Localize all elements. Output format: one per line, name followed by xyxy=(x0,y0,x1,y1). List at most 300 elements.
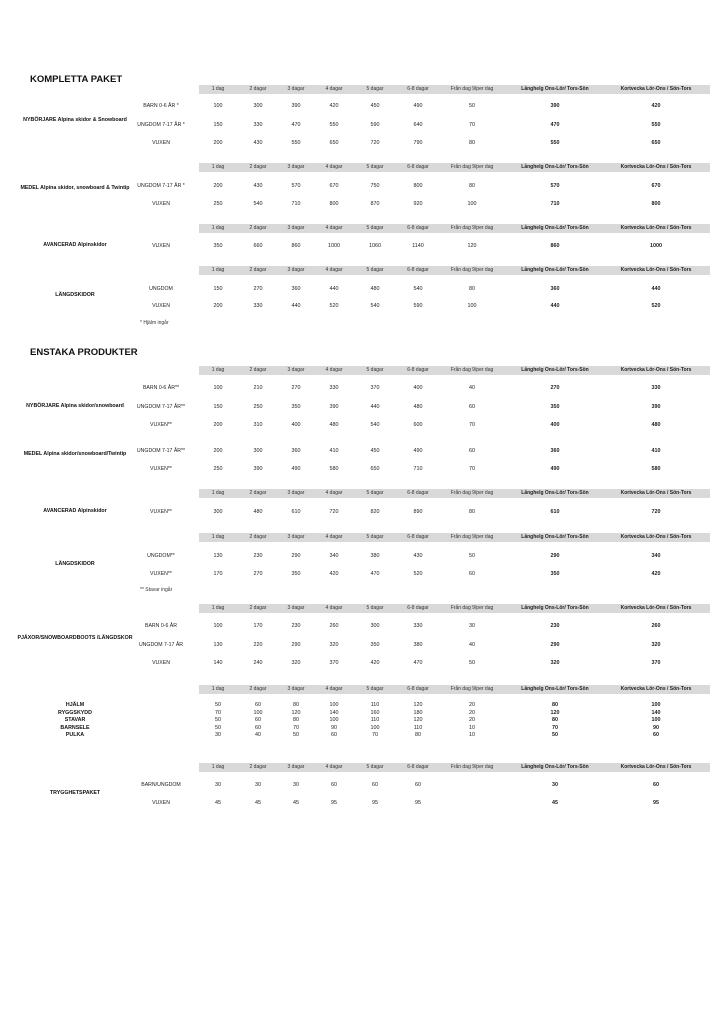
price-cell: 330 xyxy=(413,623,423,629)
category-label: NYBÖRJARE Alpina skidor/snowboard xyxy=(26,403,124,409)
price-cell: 60 xyxy=(469,448,475,454)
price-cell: 40 xyxy=(469,385,475,391)
column-header: 5 dagar xyxy=(366,764,384,770)
column-header: 6-8 dagar xyxy=(407,225,429,231)
column-header: 2 dagar xyxy=(249,605,267,611)
column-header: 1 dag xyxy=(211,164,225,170)
column-header: 3 dagar xyxy=(287,367,305,373)
category-label: AVANCERAD Alpinskidor xyxy=(43,508,107,514)
column-header: 4 dagar xyxy=(325,267,343,273)
table-row xyxy=(0,781,724,789)
column-header: Från dag 9/per dag xyxy=(450,225,494,231)
price-cell: 540 xyxy=(253,201,263,207)
price-cell: 60 xyxy=(653,782,659,788)
price-cell: 100 xyxy=(651,717,661,723)
row-label: UNGDOM 7-17 ÅR** xyxy=(136,448,186,454)
price-cell: 30 xyxy=(293,782,299,788)
table-row xyxy=(0,732,724,740)
price-cell: 60 xyxy=(255,724,261,731)
price-cell: 670 xyxy=(651,183,661,189)
price-cell: 250 xyxy=(213,466,223,472)
price-cell: 170 xyxy=(213,571,223,577)
column-header: Från dag 9/per dag xyxy=(450,490,494,496)
table-row xyxy=(0,622,724,630)
price-cell: 60 xyxy=(415,782,421,788)
price-cell: 180 xyxy=(413,709,423,716)
column-header: 6-8 dagar xyxy=(407,534,429,540)
column-header: Kortvecka Lör-Ons / Sön-Tors xyxy=(620,225,692,231)
price-cell: 350 xyxy=(291,404,301,410)
column-header: 3 dagar xyxy=(287,764,305,770)
column-header: Långhelg Ons-Lör/ Tors-Sön xyxy=(521,490,589,496)
price-cell: 100 xyxy=(213,385,223,391)
price-cell: 290 xyxy=(550,642,560,648)
price-cell: 1000 xyxy=(328,243,340,249)
price-cell: 330 xyxy=(329,385,339,391)
price-cell: 70 xyxy=(215,709,221,716)
price-cell: 650 xyxy=(370,466,380,472)
price-cell: 420 xyxy=(329,103,339,109)
price-cell: 540 xyxy=(370,422,380,428)
price-cell: 590 xyxy=(370,122,380,128)
price-cell: 480 xyxy=(413,404,423,410)
price-cell: 420 xyxy=(651,103,661,109)
price-cell: 120 xyxy=(413,702,423,708)
column-header: 3 dagar xyxy=(287,686,305,692)
row-label: UNGDOM 7-17 ÅR * xyxy=(137,122,185,128)
price-cell: 100 xyxy=(651,702,661,708)
price-cell: 50 xyxy=(552,732,558,738)
price-cell: 270 xyxy=(550,385,560,391)
column-header: 2 dagar xyxy=(249,367,267,373)
price-cell: 920 xyxy=(413,201,423,207)
row-label: RYGGSKYDD xyxy=(58,709,92,716)
price-cell: 300 xyxy=(253,103,263,109)
table-row xyxy=(0,421,724,429)
price-cell: 100 xyxy=(213,103,223,109)
price-cell: 430 xyxy=(253,140,263,146)
column-header: Kortvecka Lör-Ons / Sön-Tors xyxy=(620,534,692,540)
price-cell: 200 xyxy=(213,183,223,189)
price-cell: 80 xyxy=(469,286,475,292)
price-cell: 100 xyxy=(370,724,380,731)
table-header xyxy=(199,533,710,542)
column-header: Kortvecka Lör-Ons / Sön-Tors xyxy=(620,764,692,770)
column-header: Långhelg Ons-Lör/ Tors-Sön xyxy=(521,534,589,540)
price-cell: 140 xyxy=(329,709,339,716)
column-header: Långhelg Ons-Lör/ Tors-Sön xyxy=(521,164,589,170)
column-header: 6-8 dagar xyxy=(407,764,429,770)
price-cell: 80 xyxy=(415,732,421,738)
column-header: 3 dagar xyxy=(287,490,305,496)
row-label: VUXEN xyxy=(152,243,170,249)
price-cell: 480 xyxy=(253,509,263,515)
price-cell: 340 xyxy=(329,553,339,559)
price-cell: 550 xyxy=(291,140,301,146)
price-cell: 200 xyxy=(213,140,223,146)
price-cell: 70 xyxy=(469,466,475,472)
price-cell: 440 xyxy=(291,303,301,309)
category-label: PJÄXOR/SNOWBOARDBOOTS /LÄNGDSKOR xyxy=(17,635,133,641)
column-header: Från dag 9/per dag xyxy=(450,605,494,611)
table-row xyxy=(0,384,724,392)
price-cell: 600 xyxy=(413,422,423,428)
price-cell: 30 xyxy=(469,623,475,629)
price-cell: 320 xyxy=(651,642,661,648)
column-header: Kortvecka Lör-Ons / Sön-Tors xyxy=(620,686,692,692)
price-cell: 490 xyxy=(413,448,423,454)
price-cell: 20 xyxy=(469,702,475,708)
column-header: Långhelg Ons-Lör/ Tors-Sön xyxy=(521,86,589,92)
table-header xyxy=(199,489,710,498)
column-header: 5 dagar xyxy=(366,534,384,540)
price-cell: 790 xyxy=(413,140,423,146)
price-cell: 870 xyxy=(370,201,380,207)
price-cell: 480 xyxy=(370,286,380,292)
column-header: 5 dagar xyxy=(366,490,384,496)
price-cell: 100 xyxy=(213,623,223,629)
price-cell: 550 xyxy=(550,140,560,146)
price-cell: 30 xyxy=(255,782,261,788)
price-cell: 95 xyxy=(372,800,378,806)
price-cell: 45 xyxy=(215,800,221,806)
table-header xyxy=(199,266,710,275)
price-cell: 60 xyxy=(331,732,337,738)
price-cell: 410 xyxy=(651,448,661,454)
price-cell: 640 xyxy=(413,122,423,128)
column-header: 2 dagar xyxy=(249,267,267,273)
price-cell: 350 xyxy=(550,404,560,410)
price-cell: 440 xyxy=(370,404,380,410)
column-header: Från dag 9/per dag xyxy=(450,534,494,540)
column-header: Långhelg Ons-Lör/ Tors-Sön xyxy=(521,225,589,231)
price-cell: 480 xyxy=(651,422,661,428)
price-cell: 60 xyxy=(653,732,659,738)
table-row xyxy=(0,570,724,578)
column-header: 4 dagar xyxy=(325,367,343,373)
price-cell: 100 xyxy=(467,201,477,207)
row-label: VUXEN xyxy=(152,800,170,806)
row-label: UNGDOM 7-17 ÅR xyxy=(138,642,184,648)
price-cell: 720 xyxy=(651,509,661,515)
price-cell: 580 xyxy=(329,466,339,472)
row-label: BARN 0-6 ÅR** xyxy=(142,385,180,391)
price-cell: 520 xyxy=(651,303,661,309)
price-cell: 370 xyxy=(329,660,339,666)
price-cell: 400 xyxy=(550,422,560,428)
table-row xyxy=(0,799,724,807)
column-header: Från dag 9/per dag xyxy=(450,86,494,92)
row-label: VUXEN xyxy=(152,201,170,207)
price-cell: 350 xyxy=(550,571,560,577)
table-row xyxy=(0,717,724,725)
column-header: Kortvecka Lör-Ons / Sön-Tors xyxy=(620,367,692,373)
price-cell: 400 xyxy=(291,422,301,428)
price-cell: 250 xyxy=(213,201,223,207)
price-cell: 540 xyxy=(370,303,380,309)
table-row xyxy=(0,710,724,718)
price-cell: 50 xyxy=(469,553,475,559)
column-header: 4 dagar xyxy=(325,86,343,92)
column-header: 4 dagar xyxy=(325,225,343,231)
column-header: 6-8 dagar xyxy=(407,267,429,273)
row-label: VUXEN** xyxy=(150,466,172,472)
column-header: 3 dagar xyxy=(287,164,305,170)
price-cell: 610 xyxy=(291,509,301,515)
column-header: Kortvecka Lör-Ons / Sön-Tors xyxy=(620,490,692,496)
column-header: 3 dagar xyxy=(287,605,305,611)
category-label: AVANCERAD Alpinskidor xyxy=(43,242,107,248)
price-cell: 490 xyxy=(291,466,301,472)
price-cell: 550 xyxy=(651,122,661,128)
column-header: Från dag 9/per dag xyxy=(450,764,494,770)
price-cell: 80 xyxy=(469,183,475,189)
price-cell: 200 xyxy=(213,303,223,309)
column-header: 6-8 dagar xyxy=(407,367,429,373)
price-cell: 30 xyxy=(552,782,558,788)
price-cell: 430 xyxy=(413,553,423,559)
price-cell: 720 xyxy=(370,140,380,146)
price-cell: 120 xyxy=(550,709,560,716)
row-label: STAVAR xyxy=(64,717,86,723)
price-cell: 390 xyxy=(291,103,301,109)
price-cell: 670 xyxy=(329,183,339,189)
row-label: VUXEN** xyxy=(150,422,172,428)
table-header xyxy=(199,163,710,172)
table-header xyxy=(199,604,710,613)
price-cell: 45 xyxy=(552,800,558,806)
column-header: Kortvecka Lör-Ons / Sön-Tors xyxy=(620,86,692,92)
price-cell: 60 xyxy=(469,404,475,410)
column-header: 1 dag xyxy=(211,686,225,692)
row-label: VUXEN xyxy=(152,660,170,666)
price-cell: 340 xyxy=(651,553,661,559)
table-row xyxy=(0,200,724,208)
price-cell: 300 xyxy=(213,509,223,515)
price-cell: 50 xyxy=(215,702,221,708)
price-cell: 350 xyxy=(213,243,223,249)
row-label: UNGDOM 7-17 ÅR** xyxy=(136,404,186,410)
column-header: 5 dagar xyxy=(366,86,384,92)
column-header: Kortvecka Lör-Ons / Sön-Tors xyxy=(620,267,692,273)
price-cell: 240 xyxy=(253,660,263,666)
price-cell: 710 xyxy=(413,466,423,472)
category-label: MEDEL Alpina skidor, snowboard & Twintip xyxy=(20,185,130,191)
price-cell: 20 xyxy=(469,717,475,723)
price-cell: 580 xyxy=(651,466,661,472)
price-cell: 230 xyxy=(291,623,301,629)
price-cell: 110 xyxy=(370,702,380,708)
column-header: 2 dagar xyxy=(249,490,267,496)
price-cell: 1140 xyxy=(412,243,424,249)
price-cell: 150 xyxy=(213,286,223,292)
price-cell: 90 xyxy=(331,724,337,731)
column-header: 5 dagar xyxy=(366,164,384,170)
column-header: 4 dagar xyxy=(325,164,343,170)
section-title: KOMPLETTA PAKET xyxy=(30,74,123,85)
column-header: Från dag 9/per dag xyxy=(450,164,494,170)
row-label: VUXEN xyxy=(152,140,170,146)
row-label: UNGDOM 7-17 ÅR * xyxy=(137,183,185,189)
column-header: Från dag 9/per dag xyxy=(450,686,494,692)
price-cell: 100 xyxy=(253,709,263,716)
price-cell: 320 xyxy=(291,660,301,666)
price-cell: 90 xyxy=(653,724,659,731)
price-cell: 50 xyxy=(469,660,475,666)
price-cell: 110 xyxy=(370,717,380,723)
price-cell: 45 xyxy=(255,800,261,806)
column-header: 2 dagar xyxy=(249,534,267,540)
price-cell: 380 xyxy=(413,642,423,648)
table-row xyxy=(0,139,724,147)
price-cell: 610 xyxy=(550,509,560,515)
column-header: 4 dagar xyxy=(325,605,343,611)
price-cell: 130 xyxy=(213,553,223,559)
column-header: Långhelg Ons-Lör/ Tors-Sön xyxy=(521,267,589,273)
price-cell: 270 xyxy=(253,286,263,292)
table-header xyxy=(199,763,710,772)
price-cell: 60 xyxy=(255,702,261,708)
price-cell: 120 xyxy=(413,717,423,723)
price-cell: 390 xyxy=(329,404,339,410)
price-cell: 95 xyxy=(331,800,337,806)
row-label: VUXEN xyxy=(152,303,170,309)
price-cell: 590 xyxy=(413,303,423,309)
column-header: 6-8 dagar xyxy=(407,86,429,92)
price-cell: 330 xyxy=(651,385,661,391)
row-label: BARN 0-6 ÅR xyxy=(145,623,177,629)
price-cell: 550 xyxy=(329,122,339,128)
row-label: UNGDOM** xyxy=(147,553,175,559)
price-cell: 80 xyxy=(293,702,299,708)
price-cell: 230 xyxy=(253,553,263,559)
table-header xyxy=(199,85,710,94)
table-row xyxy=(0,702,724,710)
price-cell: 450 xyxy=(370,448,380,454)
price-cell: 300 xyxy=(253,448,263,454)
price-cell: 80 xyxy=(552,717,558,723)
column-header: 3 dagar xyxy=(287,267,305,273)
price-cell: 710 xyxy=(291,201,301,207)
column-header: 1 dag xyxy=(211,764,225,770)
row-label: PULKA xyxy=(65,732,85,738)
price-cell: 130 xyxy=(213,642,223,648)
table-row xyxy=(0,725,724,733)
price-cell: 400 xyxy=(413,385,423,391)
price-cell: 100 xyxy=(329,702,339,708)
price-cell: 210 xyxy=(253,385,263,391)
price-cell: 750 xyxy=(370,183,380,189)
column-header: 2 dagar xyxy=(249,225,267,231)
price-cell: 420 xyxy=(651,571,661,577)
price-cell: 540 xyxy=(413,286,423,292)
price-cell: 330 xyxy=(253,122,263,128)
price-cell: 95 xyxy=(415,800,421,806)
price-cell: 50 xyxy=(469,103,475,109)
price-cell: 310 xyxy=(253,422,263,428)
price-cell: 60 xyxy=(255,717,261,723)
price-cell: 370 xyxy=(651,660,661,666)
price-cell: 570 xyxy=(550,183,560,189)
column-header: 6-8 dagar xyxy=(407,605,429,611)
column-header: 1 dag xyxy=(211,86,225,92)
column-header: 4 dagar xyxy=(325,534,343,540)
price-cell: 20 xyxy=(469,709,475,716)
column-header: 6-8 dagar xyxy=(407,490,429,496)
category-label: LÄNGDSKIDOR xyxy=(55,292,95,298)
price-cell: 70 xyxy=(372,732,378,738)
price-cell: 650 xyxy=(651,140,661,146)
column-header: 1 dag xyxy=(211,490,225,496)
column-header: 2 dagar xyxy=(249,164,267,170)
table-row xyxy=(0,302,724,310)
table-row xyxy=(0,641,724,649)
price-cell: 370 xyxy=(370,385,380,391)
price-cell: 420 xyxy=(370,660,380,666)
column-header: 1 dag xyxy=(211,534,225,540)
column-header: 4 dagar xyxy=(325,764,343,770)
column-header: 1 dag xyxy=(211,267,225,273)
column-header: Kortvecka Lör-Ons / Sön-Tors xyxy=(620,605,692,611)
price-cell: 800 xyxy=(651,201,661,207)
price-cell: 470 xyxy=(413,660,423,666)
price-cell: 100 xyxy=(467,303,477,309)
column-header: 5 dagar xyxy=(366,367,384,373)
price-cell: 60 xyxy=(469,571,475,577)
column-header: 5 dagar xyxy=(366,225,384,231)
price-cell: 10 xyxy=(469,724,475,731)
price-cell: 480 xyxy=(329,422,339,428)
category-label: NYBÖRJARE Alpina skidor & Snowboard xyxy=(23,117,127,123)
column-header: 4 dagar xyxy=(325,686,343,692)
price-cell: 60 xyxy=(372,782,378,788)
column-header: 6-8 dagar xyxy=(407,686,429,692)
category-label: MEDEL Alpina skidor/snowboard/Twintip xyxy=(23,451,127,457)
price-cell: 270 xyxy=(253,571,263,577)
price-cell: 260 xyxy=(329,623,339,629)
price-cell: 1000 xyxy=(650,243,662,249)
price-cell: 860 xyxy=(291,243,301,249)
price-cell: 390 xyxy=(651,404,661,410)
price-cell: 50 xyxy=(293,732,299,738)
price-cell: 40 xyxy=(469,642,475,648)
column-header: 2 dagar xyxy=(249,86,267,92)
price-cell: 860 xyxy=(550,243,560,249)
price-cell: 140 xyxy=(213,660,223,666)
price-cell: 200 xyxy=(213,422,223,428)
price-cell: 150 xyxy=(213,122,223,128)
row-label: BARN/UNGDOM xyxy=(141,782,181,788)
price-cell: 390 xyxy=(550,103,560,109)
price-cell: 150 xyxy=(213,404,223,410)
column-header: 3 dagar xyxy=(287,534,305,540)
price-cell: 270 xyxy=(291,385,301,391)
price-cell: 890 xyxy=(413,509,423,515)
table-row xyxy=(0,102,724,110)
price-cell: 410 xyxy=(329,448,339,454)
price-cell: 70 xyxy=(293,724,299,731)
table-header xyxy=(199,224,710,233)
price-cell: 80 xyxy=(469,509,475,515)
table-row xyxy=(0,552,724,560)
price-cell: 30 xyxy=(215,782,221,788)
price-cell: 660 xyxy=(253,243,263,249)
price-cell: 380 xyxy=(370,553,380,559)
column-header: Långhelg Ons-Lör/ Tors-Sön xyxy=(521,605,589,611)
price-cell: 490 xyxy=(413,103,423,109)
column-header: 4 dagar xyxy=(325,490,343,496)
price-cell: 360 xyxy=(550,286,560,292)
